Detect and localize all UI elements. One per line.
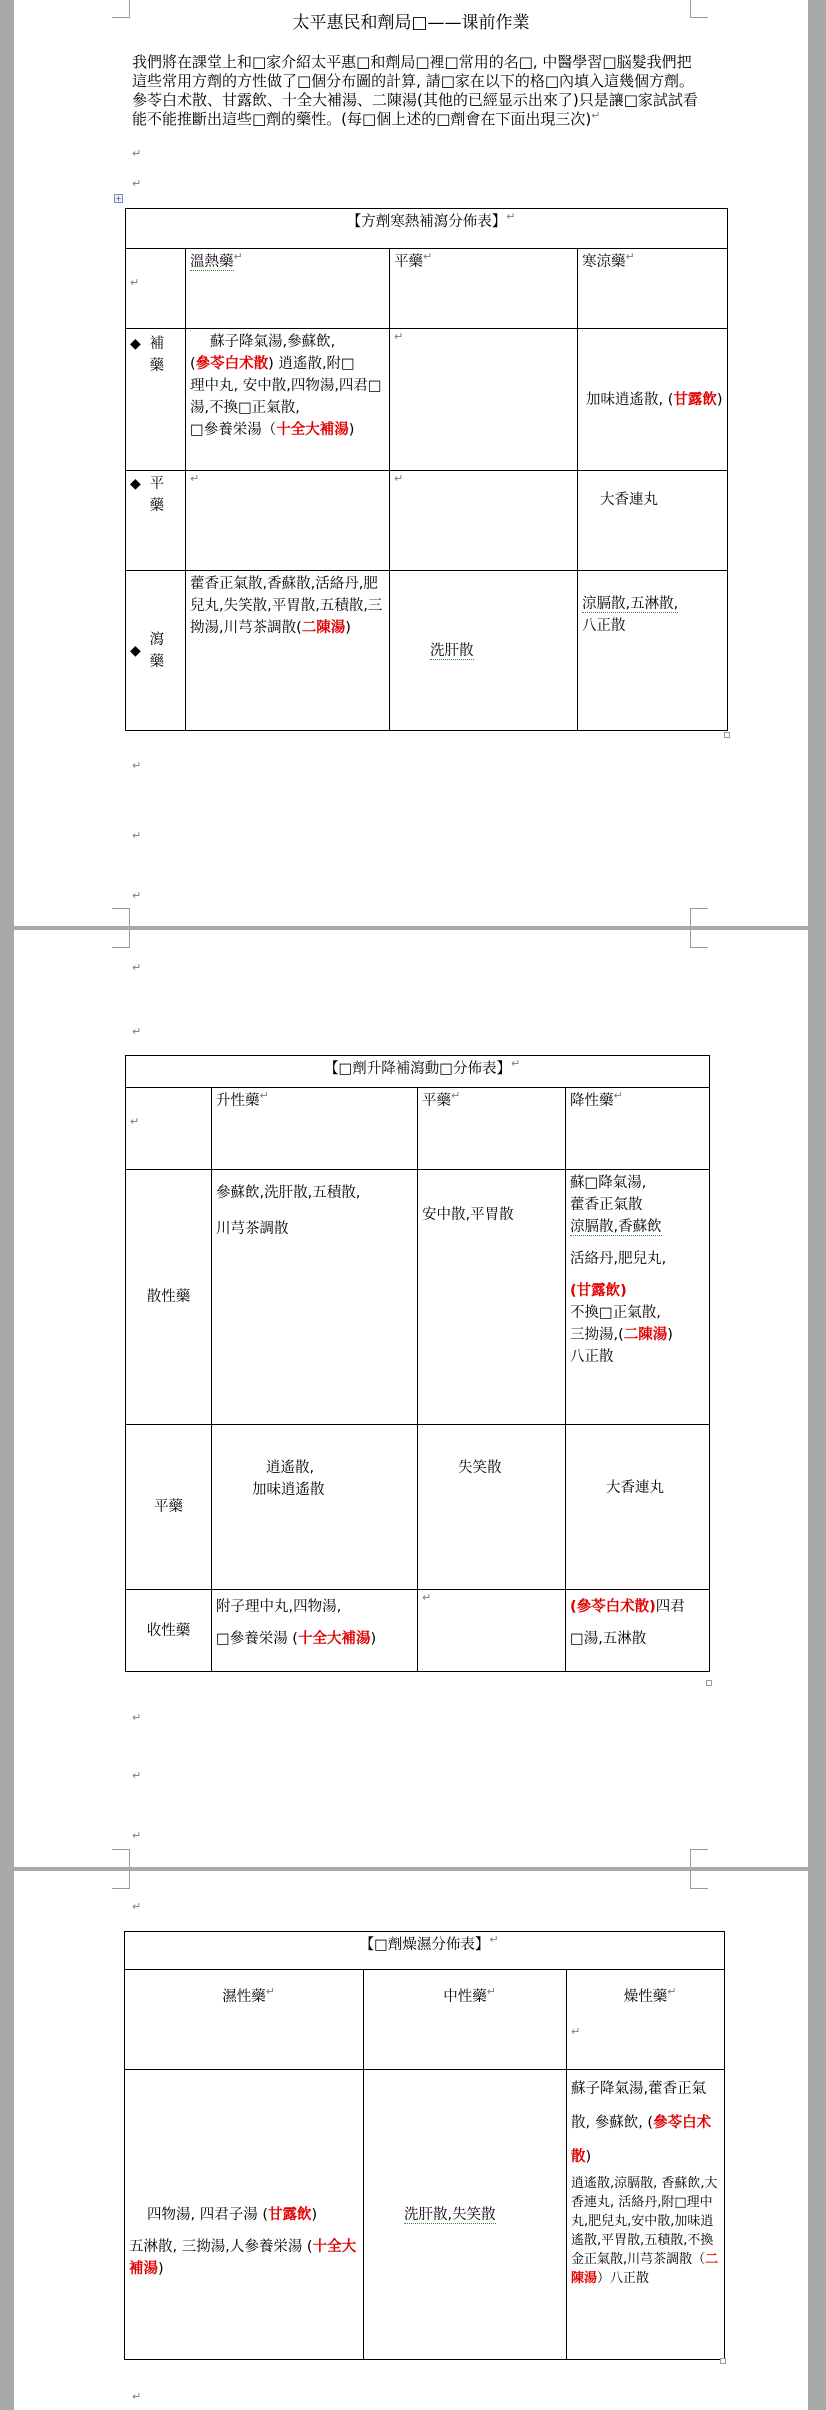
- paragraph-mark: ↵: [132, 147, 142, 160]
- header-label: 升性藥: [216, 1093, 260, 1109]
- margin-corner-mark: [690, 930, 708, 948]
- header-dry[interactable]: 燥性藥 ↵ ↵: [567, 1970, 725, 2070]
- cell-cold-tonify[interactable]: 加味逍遙散, (甘露飲): [578, 329, 728, 471]
- bullet-diamond-icon: ◆: [130, 476, 150, 492]
- table-resize-handle-icon[interactable]: [720, 2358, 726, 2364]
- row-label: 補藥: [149, 336, 165, 374]
- cell-warm-neutral[interactable]: ↵: [186, 471, 390, 571]
- paragraph-mark: ↵: [132, 961, 142, 974]
- row-label: 瀉藥: [149, 631, 165, 670]
- paragraph-mark: ↵: [132, 889, 142, 902]
- header-falling[interactable]: 降性藥 ↵: [566, 1088, 710, 1170]
- header-label: 燥性藥: [623, 1989, 668, 2005]
- header-label: 濕性藥: [222, 1989, 266, 2005]
- answer-highlight: 二陳湯: [571, 2252, 719, 2286]
- answer-highlight: 甘露飲: [267, 2207, 312, 2223]
- answer-highlight: (甘露飲): [570, 1283, 627, 1299]
- row-label-tonify[interactable]: [126, 329, 186, 471]
- row-label-astringent[interactable]: [126, 1590, 212, 1672]
- header-label: 寒涼藥: [582, 254, 626, 270]
- margin-corner-mark: [112, 1849, 130, 1867]
- paragraph-mark: ↵: [132, 1769, 142, 1782]
- row-label-neutral[interactable]: [126, 471, 186, 571]
- answer-highlight: 十全大補湯: [276, 422, 349, 438]
- cell-wet[interactable]: 四物湯, 四君子湯 (甘露飲) 五淋散, 三拗湯,人參養栄湯 (十全大補湯): [125, 2070, 364, 2360]
- answer-highlight: 十全大補湯: [297, 1631, 371, 1647]
- answer-highlight: 二陳湯: [623, 1327, 668, 1343]
- cell-neutral-astringent[interactable]: ↵: [418, 1590, 566, 1672]
- paragraph-mark: ↵: [132, 759, 142, 772]
- intro-paragraph[interactable]: [132, 53, 704, 129]
- document-title[interactable]: 太平惠民和劑局□——课前作業: [292, 13, 530, 33]
- answer-highlight: 參苓白术散: [571, 2115, 712, 2165]
- row-label: 平藥: [149, 476, 165, 514]
- cell-neutral-neutral[interactable]: 失笑散: [418, 1425, 566, 1590]
- answer-highlight: (參苓白术散): [570, 1599, 656, 1615]
- header-corner-cell[interactable]: ↵: [126, 1088, 212, 1170]
- margin-corner-mark: [112, 1871, 130, 1889]
- table-resize-handle-icon[interactable]: [724, 732, 730, 738]
- cold-hot-table: [125, 208, 728, 731]
- header-label: 中性藥: [443, 1989, 487, 2005]
- header-cold[interactable]: 寒涼藥 ↵: [578, 249, 728, 329]
- cell-fall-astringent[interactable]: (參苓白术散)四君 □湯,五淋散: [566, 1590, 710, 1672]
- answer-highlight: 參苓白术散: [195, 356, 269, 372]
- header-wet[interactable]: 濕性藥 ↵: [125, 1970, 364, 2070]
- document-page-2: [14, 930, 808, 1867]
- paragraph-mark: ↵: [132, 1900, 142, 1913]
- cell-rise-astringent[interactable]: 附子理中丸,四物湯, □參養栄湯 (十全大補湯): [212, 1590, 418, 1672]
- header-neutral[interactable]: 中性藥 ↵: [364, 1970, 567, 2070]
- row-label: 收性藥: [146, 1622, 191, 1639]
- margin-corner-mark: [112, 930, 130, 948]
- table-caption: 【□劑燥濕分佈表】 ↵: [125, 1932, 725, 1970]
- cell-cold-purge[interactable]: 涼膈散,五淋散, 八正散: [578, 571, 728, 731]
- paragraph-mark: ↵: [132, 1829, 142, 1842]
- header-label: 降性藥: [570, 1093, 614, 1109]
- header-warm[interactable]: 溫熱藥 ↵: [186, 249, 390, 329]
- cell-fall-dispersing[interactable]: 蘇□降氣湯, 藿香正氣散 涼膈散,香蘇飲 活絡丹,肥兒丸, (甘露飲) 不換□正氣散, 三拗湯,(二陳湯) 八正散: [566, 1170, 710, 1425]
- table-caption: 【方劑寒熱補瀉分佈表】 ↵: [126, 209, 728, 249]
- header-label: 溫熱藥: [190, 254, 234, 270]
- cell-fall-neutral[interactable]: 大香連丸: [566, 1425, 710, 1590]
- margin-corner-mark: [690, 1871, 708, 1889]
- row-label-purge[interactable]: [126, 571, 186, 731]
- header-label: 平藥: [422, 1093, 451, 1109]
- cell-neutral-purge[interactable]: 洗肝散: [390, 571, 578, 731]
- bullet-diamond-icon: ◆: [130, 642, 150, 659]
- table-caption: 【□劑升降補瀉動□分佈表】 ↵: [126, 1056, 710, 1088]
- table-resize-handle-icon[interactable]: [706, 1680, 712, 1686]
- cell-rise-dispersing[interactable]: 參蘇飲,洗肝散,五積散, 川芎茶調散: [212, 1170, 418, 1425]
- answer-highlight: 甘露飲: [673, 391, 717, 408]
- cell-neutral[interactable]: 洗肝散,失笑散: [364, 2070, 567, 2360]
- document-page-3: [14, 1871, 808, 2410]
- cell-rise-neutral[interactable]: 逍遙散, 加味逍遙散: [212, 1425, 418, 1590]
- margin-corner-mark: [112, 908, 130, 926]
- paragraph-mark: ↵: [132, 829, 142, 842]
- paragraph-mark: ↵: [132, 1025, 142, 1038]
- paragraph-mark: ↵: [132, 177, 142, 190]
- document-page-1: [14, 0, 808, 926]
- answer-highlight: 二陳湯: [301, 620, 346, 636]
- cell-warm-tonify[interactable]: 蘇子降氣湯,參蘇飲, (參苓白术散) 逍遙散,附□ 理中丸, 安中散,四物湯,四君□湯,不換□正氣散, □參養栄湯（十全大補湯): [186, 329, 390, 471]
- intro-text: 我們將在課堂上和□家介紹太平惠□和劑局□裡□常用的名□, 中醫學習□脳髮我們把這些常用方劑的方性做了□個分布圖的計算, 請□家在以下的格□內填入這幾個方劑。參苓白术散、甘露飲、十全大補湯、二陳湯(其他的已經显示出來了)只是讓□家試試看能不能推斷出這些□劑的藥性。(每□個上述的□劑會在下面出現三次): [132, 53, 698, 128]
- cell-cold-neutral[interactable]: 大香連丸: [578, 471, 728, 571]
- paragraph-mark: ↵: [591, 109, 601, 122]
- header-neutral[interactable]: 平藥 ↵: [418, 1088, 566, 1170]
- margin-corner-mark: [690, 908, 708, 926]
- answer-highlight: 十全大補湯: [129, 2239, 357, 2277]
- row-label-neutral[interactable]: [126, 1425, 212, 1590]
- header-label: 平藥: [394, 254, 423, 270]
- row-label-dispersing[interactable]: [126, 1170, 212, 1425]
- header-rising[interactable]: 升性藥 ↵: [212, 1088, 418, 1170]
- bullet-diamond-icon: ◆: [130, 336, 150, 352]
- cell-dry[interactable]: 蘇子降氣湯,藿香正氣散, 參蘇飲, (參苓白术散) 逍遙散,涼膈散, 香蘇飲,大香連丸, 活絡丹,附□理中丸,肥兒丸,安中散,加味逍遙散,平胃散,五積散,不換金正氣散,川芎茶調散（二陳湯）八正散: [567, 2070, 725, 2360]
- dry-wet-table: [124, 1931, 725, 2360]
- table-move-handle-icon[interactable]: +: [115, 194, 122, 203]
- margin-corner-mark: [690, 1849, 708, 1867]
- cell-neutral-dispersing[interactable]: 安中散,平胃散: [418, 1170, 566, 1425]
- cell-neutral-tonify[interactable]: ↵: [390, 329, 578, 471]
- row-label: 散性藥: [146, 1289, 191, 1305]
- header-corner-cell[interactable]: ↵: [126, 249, 186, 329]
- cell-neutral-neutral[interactable]: ↵: [390, 471, 578, 571]
- paragraph-mark: ↵: [132, 2390, 142, 2403]
- cell-warm-purge[interactable]: 藿香正氣散,香蘇散,活絡丹,肥兒丸,失笑散,平胃散,五積散,三拗湯,川芎茶調散(二陳湯): [186, 571, 390, 731]
- rise-fall-table: [125, 1055, 710, 1672]
- header-neutral[interactable]: 平藥 ↵: [390, 249, 578, 329]
- row-label: 平藥: [154, 1499, 183, 1515]
- paragraph-mark: ↵: [132, 1711, 142, 1724]
